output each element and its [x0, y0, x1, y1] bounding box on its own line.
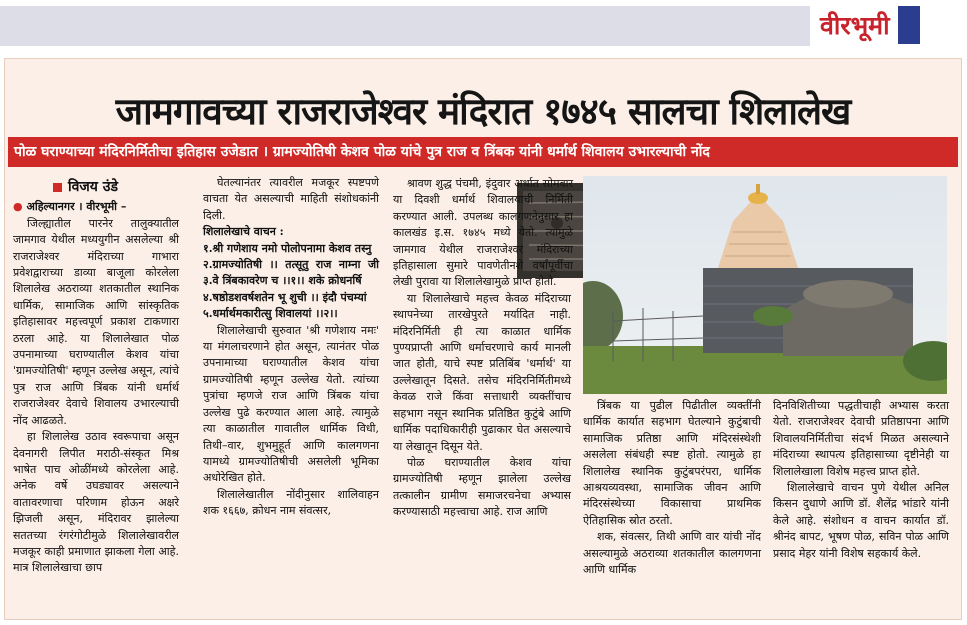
subhead-bar: पोळ घराण्याच्या मंदिरनिर्मितीचा इतिहास उजेडात । ग्रामज्योतिषी केशव पोळ यांचे पुत्र राज व त्रिंबक यांनी धर्मार्थ शिवालय उभारल्याची नोंद [8, 137, 958, 167]
column-1 [13, 175, 179, 577]
paragraph: दिनविशितीच्या पद्धतीचाही अभ्यास करता येतो. राजराजेश्वर देवाची प्रतिष्ठापना आणि शिवालयनिर्मितीचा संदर्भ मिळत असल्याने मंदिराच्या स्थापत्य इतिहासाच्या दृष्टीनेही या शिलालेखाला विशेष महत्त्व प्राप्त होते. [773, 399, 949, 478]
paragraph: या शिलालेखाचे महत्त्व केवळ मंदिराच्या स्थापनेच्या तारखेपुरते मर्यादित नाही. मंदिरनिर्मिती ही त्या काळात धार्मिक पुण्यप्राप्ती आणि धर्माचरणाचे कार्य मानली जात होती, याचे स्पष्ट प्रतिबिंब 'धर्मार्थ' या उल्लेखातून दिसते. तसेच मंदिरनिर्मितीमध्ये केवळ राजे किंवा सत्ताधारी व्यक्तींचाच सहभाग नसून स्थानिक प्रतिष्ठित कुटुंबे आणि धार्मिक पदाधिकारीही पुढाकार घेत असल्याचे या लेखातून दिसून येते. [393, 291, 571, 453]
column-3 [393, 176, 571, 521]
inscription-line: २.ग्रामज्योतिषी ।। तत्सूतु राज नाम्ना जी ३.वे त्रिंबकावरेण च ।।१।। शके क्रोधनर्षि [203, 258, 379, 288]
dateline-text: अहिल्यानगर । वीरभूमी – [26, 200, 127, 214]
column-5 [773, 398, 949, 562]
bullet-icon: ● [13, 200, 27, 214]
logo-text: वीरभूमी [820, 11, 890, 40]
column-4 [583, 398, 761, 578]
paragraph: घेतल्यानंतर त्यावरील मजकूर स्पष्टपणे वाचता येत असल्याची माहिती संशोधकांनी दिली. [203, 176, 379, 222]
paragraph: शक, संवत्सर, तिथी आणि वार यांची नोंद असल्यामुळे अठराव्या शतकातील कालगणना आणि धार्मिक [583, 530, 761, 577]
inscription-line: ४.षष्ठोडशवर्षशतेन भू शुची ।। इंदौ पंचम्यां [203, 290, 367, 304]
dateline [13, 199, 179, 215]
paragraph: त्रिंबक या पुढील पिढीतील व्यक्तींनी धार्मिक कार्यात सहभाग घेतल्याने कुटुंबाची सामाजिक प्रतिष्ठा आणि मंदिरसंस्थेशी असलेला संबंधही स्पष्ट होतो. त्यामुळे हा शिलालेख स्थानिक कुटुंबपरंपरा, धार्मिक आश्रयव्यवस्था, सामाजिक जीवन आणि मंदिरसंस्थेच्या विकासाचा प्राथमिक ऐतिहासिक स्रोत ठरतो. [583, 399, 761, 527]
inscription-line: १.श्री गणेशाय नमो पोलोपनामा केशव तस्नु [203, 241, 372, 255]
byline [53, 179, 179, 195]
newspaper-logo [820, 4, 920, 46]
inscription-line: ५.धर्मार्थमकारीत्सु शिवालयां ।।२।। [203, 307, 338, 321]
paragraph: हा शिलालेख उठाव स्वरूपाचा असून देवनागरी लिपीत मराठी-संस्कृत मिश्र भाषेत पाच ओळींमध्ये कोरलेला आहे. अनेक वर्षे उघड्यावर असल्याने वातावरणाचा परिणाम होऊन अक्षरे झिजली असून, मंदिरावर झालेल्या सततच्या रंगरंगोटीमुळे शिलालेखावरील मजकूर काही प्रमाणात झाकला गेला आहे. मात्र शिलालेखाचा छाप [13, 430, 179, 575]
paragraph: शिलालेखातील नोंदीनुसार शालिवाहन शक १६६७, क्रोधन नाम संवत्सर, [203, 487, 379, 518]
paragraph: पोळ घराण्यातील केशव यांचा ग्रामज्योतिषी म्हणून झालेला उल्लेख तत्कालीन ग्रामीण समाजरचनेचा अभ्यास करण्यासाठी महत्त्वाचा आहे. राज आणि [393, 455, 571, 519]
reading-title: शिलालेखाचे वाचन : [203, 225, 284, 239]
byline-name: विजय उंडे [68, 179, 118, 195]
masthead-stripe [0, 6, 810, 46]
paragraph: श्रावण शुद्ध पंचमी, इंदुवार अर्थात सोमवार या दिवशी धर्मार्थ शिवालयाची निर्मिती करण्यात आली. उपलब्ध कालगणनेनुसार हा कालखंड इ.स. १७४५ मध्ये येतो. त्यामुळे जामगाव येथील राजराजेश्वर मंदिराच्या इतिहासाला सुमारे पावणेतीनशे वर्षांपूर्वीचा लेखी पुरावा या शिलालेखामुळे प्राप्त होतो. [393, 177, 573, 289]
headline: जामगावच्या राजराजेश्वर मंदिरात १७४५ सालचा शिलालेख [115, 90, 851, 133]
column-2 [203, 175, 379, 520]
paragraph: शिलालेखाची सुरुवात 'श्री गणेशाय नमः' या मंगलाचरणाने होत असून, त्यानंतर पोळ उपनामाच्या घराण्यातील केशव यांचा ग्रामज्योतिषी म्हणून उल्लेख येतो. त्यांच्या पुत्रांचा म्हणजे राज आणि त्रिंबक यांचा उल्लेख पुढे करण्यात आला आहे. त्यामुळे त्या काळातील गावातील धार्मिक विधी, तिथी–वार, शुभमुहूर्त आणि कालगणना यामध्ये ग्रामज्योतिषीची असलेली भूमिका अधोरेखित होते. [203, 323, 379, 485]
paragraph: शिलालेखाचे वाचन पुणे येथील अनिल किसन दुधाणे आणि डॉ. शैलेंद्र भांडारे यांनी केले आहे. संशोधन व वाचन कार्यात डॉ. श्रीनंद बापट, भूषण पोळ, सविन पोळ आणि प्रसाद मेहर यांनी विशेष सहकार्य केले. [773, 481, 949, 560]
masthead-band [0, 0, 967, 56]
paragraph: जिल्ह्यातील पारनेर तालुक्यातील जामगाव येथील मध्ययुगीन असलेल्या श्री राजराजेश्वर मंदिराच्या गाभारा प्रवेशद्वाराच्या डाव्या बाजूला कोरलेला शिलालेख अठराव्या शतकातील स्थानिक धार्मिक, सामाजिक आणि सांस्कृतिक इतिहासावर महत्त्वपूर्ण प्रकाश टाकणारा ठरला आहे. या शिलालेखात पोळ उपनामाच्या घराण्यातील केशव यांचा 'ग्रामज्योतिषी' म्हणून उल्लेख असून, त्यांचे पुत्र राज आणि त्रिंबक यांनी धर्मार्थ राजराजेश्वर देवाचे शिवालय उभारल्याची नोंद आढळते. [13, 216, 179, 427]
logo-block [898, 6, 920, 44]
temple-photo [583, 176, 947, 394]
byline-square-icon [53, 183, 62, 192]
